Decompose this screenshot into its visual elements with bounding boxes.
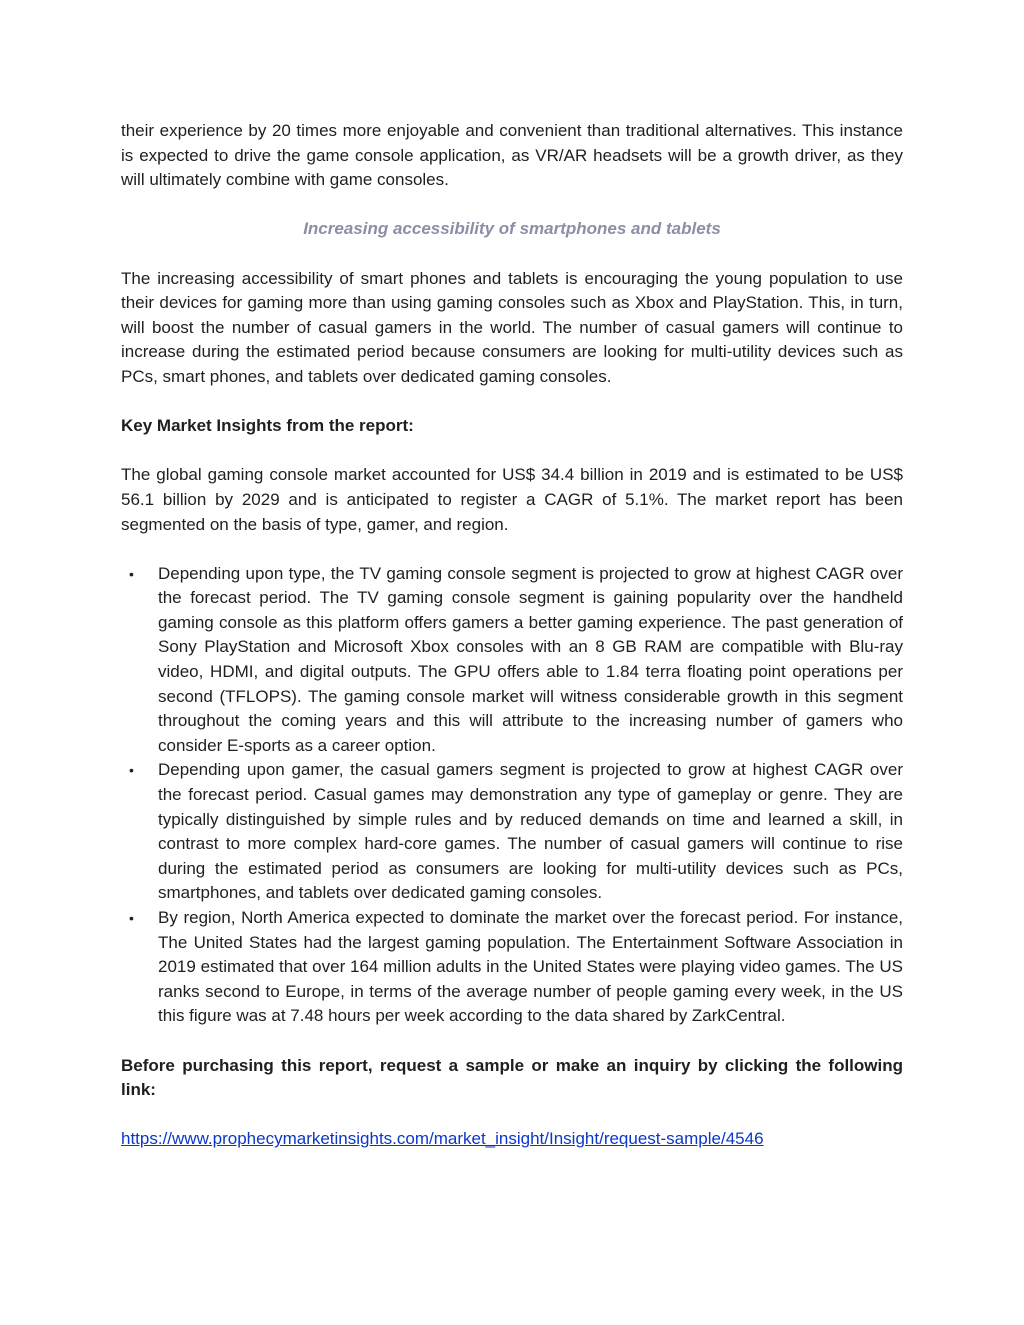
request-sample-link[interactable]: https://www.prophecymarketinsights.com/market_insight/Insight/request-sample/4546 (121, 1129, 764, 1149)
cta-text: Before purchasing this report, request a sample or make an inquiry by clicking the following link: (121, 1055, 903, 1100)
accessibility-paragraph: The increasing accessibility of smart phones and tablets is encouraging the young population to use their devices for gaming more than using gaming consoles such as Xbox and PlayStation. This, in turn, will boost the number of casual gamers in the world. The number of casual gamers will continue to increase during the estimated period because consumers are looking for multi-utility devices such as PCs, smart phones, and tablets over dedicated gaming consoles. (121, 268, 903, 386)
spacer (121, 193, 903, 218)
spacer (121, 537, 903, 562)
insights-bullet-list (121, 562, 903, 1029)
document-page (121, 119, 903, 1152)
spacer (121, 390, 903, 415)
list-item (121, 562, 903, 759)
bullet-icon: • (129, 762, 134, 779)
spacer (121, 1029, 903, 1054)
insights-heading: Key Market Insights from the report: (121, 416, 414, 436)
bullet-text: Depending upon type, the TV gaming console segment is projected to grow at highest CAGR over the forecast period. The TV gaming console segment is gaining popularity over the handheld gaming console as this platform offers gamers a better gaming experience. The past generation of Sony PlayStation and Microsoft Xbox consoles with an 8 GB RAM are compatible with Blu-ray video, HDMI, and digital outputs. The GPU offers able to 1.84 terra floating point operations per second (TFLOPS). The gaming console market will witness considerable growth in this segment throughout the coming years and this will attribute to the increasing number of gamers who consider E-sports as a career option. (158, 563, 903, 755)
bullet-icon: • (129, 910, 134, 926)
section-heading: Increasing accessibility of smartphones and tablets (303, 219, 721, 239)
bullet-text: Depending upon gamer, the casual gamers segment is projected to grow at highest CAGR over the forecast period. Casual games may demonstration any type of gameplay or genre. They are typically distinguished by simple rules and by reduced demands on time and learned a skill, in contrast to more complex hard-core games. The number of casual gamers will continue to rise during the estimated period as consumers are looking for multi-utility devices such as PCs, smartphones, and tablets over dedicated gaming consoles. (158, 760, 903, 903)
list-item (121, 906, 903, 1029)
market-paragraph: The global gaming console market accounted for US$ 34.4 billion in 2019 and is estimated to be US$ 56.1 billion by 2029 and is anticipated to register a CAGR of 5.1%. The market report has been segmented on the basis of type, gamer, and region. (121, 465, 903, 534)
spacer (121, 439, 903, 464)
bullet-text: By region, North America expected to dominate the market over the forecast period. For instance, The United States had the largest gaming population. The Entertainment Software Association in 2019 estimated that over 164 million adults in the United States were playing video games. The US ranks second to Europe, in terms of the average number of people gaming every week, in the US this figure was at 7.48 hours per week according to the data shared by ZarkCentral. (158, 908, 903, 1026)
spacer (121, 242, 903, 267)
intro-paragraph: their experience by 20 times more enjoyable and convenient than traditional alternatives. This instance is expected to drive the game console application, as VR/AR headsets will be a growth driver, as they will ultimately combine with game consoles. (121, 121, 903, 190)
list-item (121, 758, 903, 906)
bullet-icon: • (129, 565, 134, 582)
spacer (121, 1103, 903, 1128)
